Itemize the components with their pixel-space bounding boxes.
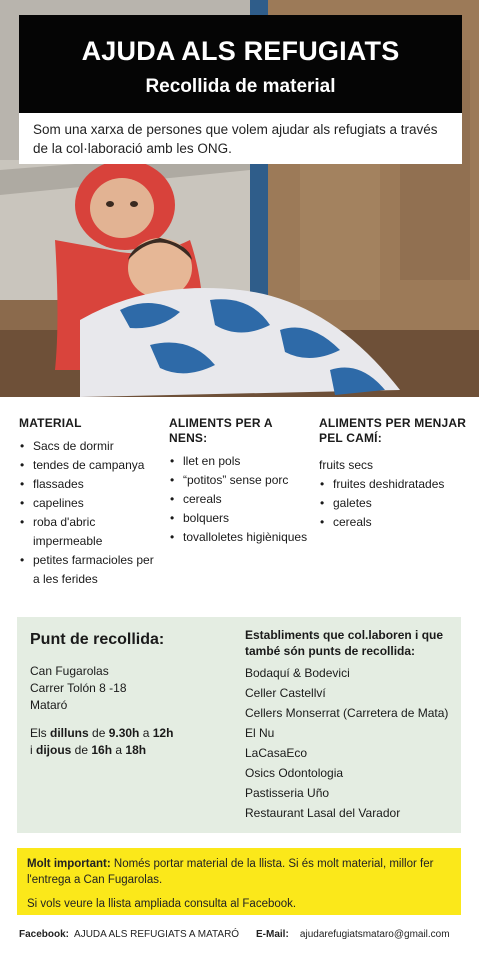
pickup-panel <box>17 617 461 833</box>
pickup-address <box>30 663 210 714</box>
facebook-link[interactable]: AJUDA ALS REFUGIATS A MATARÓ <box>74 929 240 940</box>
important-text: Molt important: Només portar material de la llista. Si és molt material, millor fer l'entrega a Can Fugarolas. <box>27 858 434 886</box>
establishment-item: Osics Odontologia <box>245 766 344 780</box>
road-food-column <box>319 416 469 532</box>
material-list <box>19 437 157 589</box>
road-food-heading: ALIMENTS PER MENJAR PEL CAMÍ: <box>319 416 467 445</box>
list-item: • fruites deshidratades <box>319 475 469 494</box>
address-line: Mataró <box>30 698 68 712</box>
facebook-label: Facebook: <box>19 929 70 940</box>
facebook-hint: Si vols veure la llista ampliada consulta al Facebook. <box>27 898 297 910</box>
establishments-list <box>245 663 459 823</box>
establishments-title: Establiments que col.laboren i que també són punts de recollida: <box>245 628 444 658</box>
list-item: • bolquers <box>169 509 311 528</box>
hours-line-thursday: i dijous de 16h a 18h <box>30 743 147 757</box>
road-food-plain-item: fruits secs <box>319 458 374 472</box>
establishment-item: Celler Castellví <box>245 686 326 700</box>
hours-line-monday: Els dilluns de 9.30h a 12h <box>30 726 174 740</box>
list-item: • cereals <box>169 490 311 509</box>
list-item: • llet en pols <box>169 452 311 471</box>
list-item: • capelines <box>19 494 157 513</box>
list-item: • flassades <box>19 475 157 494</box>
pickup-hours <box>30 725 230 759</box>
list-item: • “potitos” sense porc <box>169 471 311 490</box>
list-item: • petites farmacioles per a les ferides <box>19 551 157 589</box>
email-label: E-Mail: <box>256 929 289 940</box>
establishment-item: Bodaquí & Bodevici <box>245 666 350 680</box>
establishment-item: Pastisseria Uño <box>245 786 330 800</box>
email-contact <box>256 928 450 942</box>
hero-photo <box>0 0 479 397</box>
email-link[interactable]: ajudarefugiatsmataro@gmail.com <box>299 929 450 940</box>
material-column <box>19 416 157 589</box>
kids-food-list <box>169 452 311 547</box>
establishment-item: El Nu <box>245 726 275 740</box>
list-item: • galetes <box>319 494 469 513</box>
important-label: Molt important: <box>27 858 111 870</box>
establishment-item: LaCasaEco <box>245 746 308 760</box>
list-item: • tendes de campanya <box>19 456 157 475</box>
facebook-contact <box>19 928 239 942</box>
needs-lists <box>0 397 479 617</box>
page-title: AJUDA ALS REFUGIATS <box>81 36 400 66</box>
important-note <box>17 848 461 915</box>
pickup-title: Punt de recollida: <box>30 631 165 648</box>
address-line: Carrer Tolón 8 -18 <box>30 681 127 695</box>
establishment-item: Restaurant Lasal del Varador <box>245 806 401 820</box>
road-food-list <box>319 475 469 532</box>
title-banner <box>19 15 462 113</box>
address-line: Can Fugarolas <box>30 664 109 678</box>
intro-text: Som una xarxa de persones que volem ajudar als refugiats a través de la col·laboració amb les ONG. <box>19 113 462 164</box>
material-heading: MATERIAL <box>19 416 82 430</box>
list-item: • cereals <box>319 513 469 532</box>
list-item: • Sacs de dormir <box>19 437 157 456</box>
kids-food-heading: ALIMENTS PER A NENS: <box>169 416 273 445</box>
list-item: • tovalloletes higièniques <box>169 528 311 547</box>
kids-food-column <box>169 416 311 547</box>
establishment-item: Cellers Monserrat (Carretera de Mata) <box>245 706 449 720</box>
page-subtitle: Recollida de material <box>145 76 336 97</box>
list-item: • roba d'abric impermeable <box>19 513 157 551</box>
